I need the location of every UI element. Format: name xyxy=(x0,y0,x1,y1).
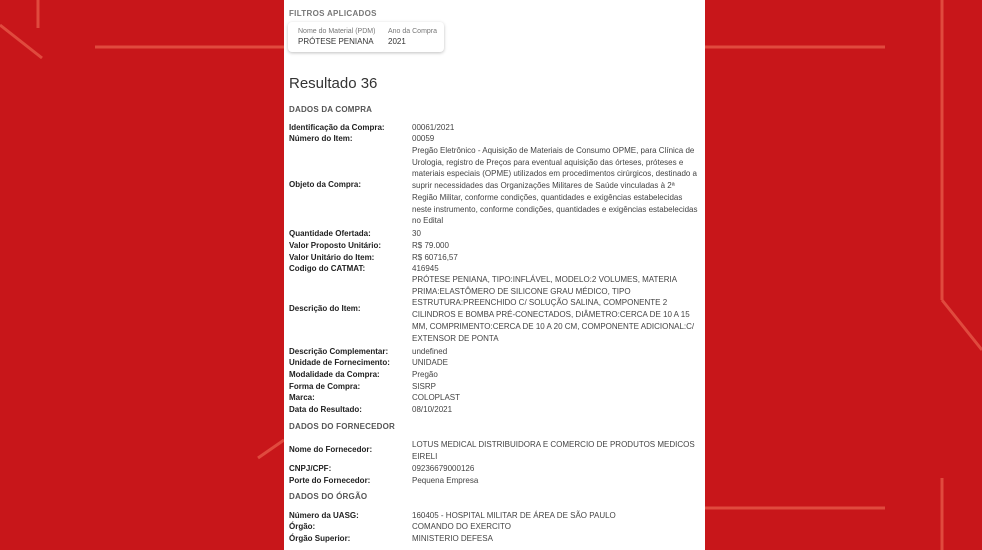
row-value: 416945 xyxy=(412,264,439,273)
row-value: 08/10/2021 xyxy=(412,405,453,414)
row-value: LOTUS MEDICAL DISTRIBUIDORA E COMERCIO DE PRODUTOS MEDICOS EIRELI xyxy=(412,440,697,461)
row-label: Objeto da Compra: xyxy=(289,180,362,189)
filter-year-value: 2021 xyxy=(388,37,406,46)
row-label: Órgão: xyxy=(289,522,316,531)
row-value: COMANDO DO EXERCITO xyxy=(412,522,511,531)
row-descricao-item xyxy=(289,274,701,344)
filter-year xyxy=(388,28,437,46)
filter-year-label: Ano da Compra xyxy=(388,28,438,35)
row-label: Número do Item: xyxy=(289,134,353,143)
row-label: Data do Resultado: xyxy=(289,405,362,414)
row-value: MINISTERIO DEFESA xyxy=(412,534,493,543)
row-value: 00061/2021 xyxy=(412,123,455,132)
row-label: Descrição do Item: xyxy=(289,304,361,313)
section-orgao-title: DADOS DO ÓRGÃO xyxy=(289,492,368,501)
row-label: Marca: xyxy=(289,393,315,402)
result-title: Resultado 36 xyxy=(289,75,378,92)
row-label: Órgão Superior: xyxy=(289,534,351,543)
section-compra-title: DADOS DA COMPRA xyxy=(289,105,373,114)
row-value: 160405 - HOSPITAL MILITAR DE ÁREA DE SÃO PAULO xyxy=(412,511,616,520)
row-value: undefined xyxy=(412,347,448,356)
row-label: Porte do Fornecedor: xyxy=(289,476,371,485)
row-label: CNPJ/CPF: xyxy=(289,464,332,473)
row-label: Valor Unitário do Item: xyxy=(289,253,375,262)
row-value: 09236679000126 xyxy=(412,464,475,473)
row-value: 00059 xyxy=(412,134,435,143)
filter-material-value: PRÓTESE PENIANA xyxy=(298,37,374,46)
applied-filters-card xyxy=(288,22,444,52)
row-objeto xyxy=(289,145,701,227)
filter-material xyxy=(298,28,375,46)
row-label: Descrição Complementar: xyxy=(289,347,389,356)
row-value: Pregão Eletrônico - Aquisição de Materiais de Consumo OPME, para Clínica de Urologia, registro de Preços para eventual aquisição das órteses, próteses e materiais especiais (OPME) utilizados em procedimentos cirúrgicos, destinado a suprir necessidades das Organizações Militares de Saúde vinculadas à 2ª Região Militar, conforme condições, quantidades e exigências estabelecidas neste instrumento, conforme condições, quantidades e exigências estabelecidas no Edital xyxy=(412,146,700,226)
row-value: COLOPLAST xyxy=(412,393,461,402)
row-value: Pregão xyxy=(412,370,438,379)
row-nome-fornecedor xyxy=(289,439,701,463)
row-value: R$ 79.000 xyxy=(412,241,449,250)
row-value: SISRP xyxy=(412,382,437,391)
row-label: Unidade de Fornecimento: xyxy=(289,358,390,367)
row-label: Número da UASG: xyxy=(289,511,359,520)
row-label: Codigo do CATMAT: xyxy=(289,264,366,273)
row-value: Pequena Empresa xyxy=(412,476,479,485)
row-label: Quantidade Ofertada: xyxy=(289,229,371,238)
row-label: Modalidade da Compra: xyxy=(289,370,380,379)
row-value: R$ 60716,57 xyxy=(412,253,458,262)
filter-material-label: Nome do Material (PDM) xyxy=(298,28,376,35)
filters-title: FILTROS APLICADOS xyxy=(289,9,377,18)
row-value: 30 xyxy=(412,229,421,238)
result-document xyxy=(284,0,705,550)
row-label: Valor Proposto Unitário: xyxy=(289,241,382,250)
row-value: UNIDADE xyxy=(412,358,449,367)
section-fornecedor-title: DADOS DO FORNECEDOR xyxy=(289,422,396,431)
row-label: Nome do Fornecedor: xyxy=(289,445,373,454)
row-label: Identificação da Compra: xyxy=(289,123,385,132)
row-label: Forma de Compra: xyxy=(289,382,361,391)
row-value: PRÓTESE PENIANA, TIPO:INFLÁVEL, MODELO:2 VOLUMES, MATERIA PRIMA:ELASTÔMERO DE SILICONE GRAU MÉDICO, TIPO ESTRUTURA:PREENCHIDO C/ SOLUÇÃO SALINA, COMPONENTE 2 CILINDROS E BOMBA PRÉ-CONECTADOS, DIÂMETRO:CERCA DE 10 A 15 MM, COMPRIMENTO:CERCA DE 10 A 20 CM, COMPONENTE ADICIONAL:C/ EXTENSOR DE PONTA xyxy=(412,275,697,343)
